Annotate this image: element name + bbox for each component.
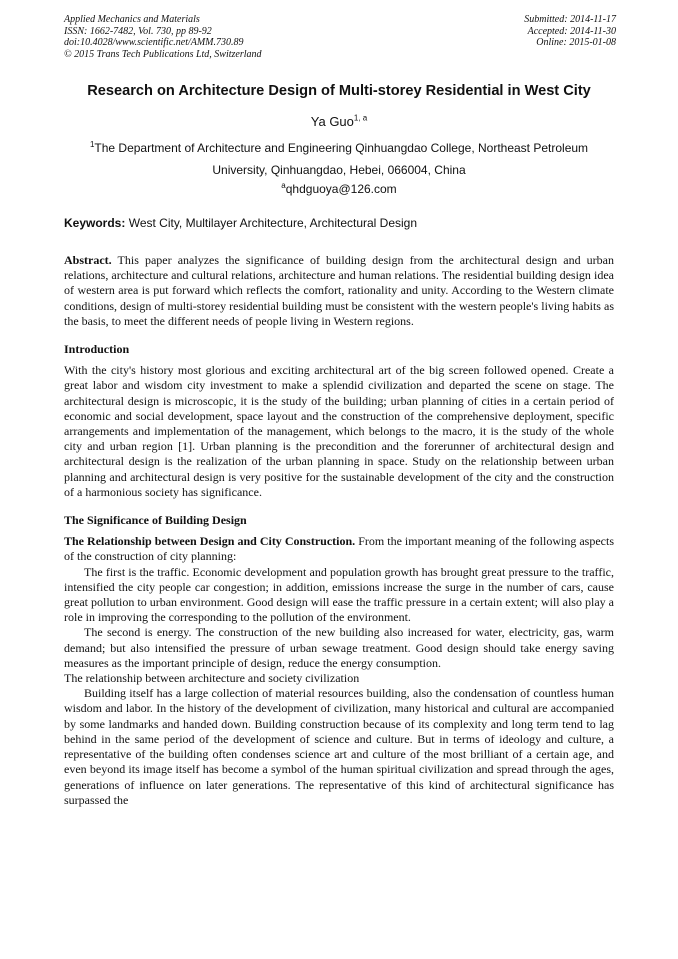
submission-dates	[524, 14, 616, 49]
body-content	[64, 253, 614, 808]
keywords	[64, 216, 614, 230]
email-line	[0, 182, 678, 196]
accepted-date: Accepted: 2014-11-30	[527, 25, 616, 37]
significance-heading: The Significance of Building Design	[64, 513, 247, 528]
affiliation-line-2: University, Qinhuangdao, Hebei, 066004, China	[212, 163, 466, 177]
paper-title: Research on Architecture Design of Multi-storey Residential in West City	[87, 83, 591, 99]
author-sup: 1, a	[353, 113, 368, 123]
journal-doi[interactable]: doi:10.4028/www.scientific.net/AMM.730.89	[64, 37, 244, 48]
affiliation	[60, 137, 618, 181]
online-date: Online: 2015-01-08	[536, 37, 616, 48]
journal-info	[64, 14, 262, 60]
journal-copyright: © 2015 Trans Tech Publications Ltd, Switzerland	[64, 48, 262, 60]
subsection-paragraph	[64, 534, 614, 564]
introduction-text: With the city's history most glorious and exciting architectural art of the big screen followed opened. Create a great labor and wisdom city investment to make a splendid civilization and departed the scene on stage. The architectural design is microscopic, it is the study of the building; urban planning of cities in a certain period of economic and social development, space layout and the construction of the comprehensive deployment, specific arrangements and implementation of the management, which belongs to the macro, it is the study of the whole city and urban region [1]. Urban planning is the precondition and the forerunner of architectural design and architectural design is the realization of the urban planning in space. Study on the relationship between urban planning and architectural design is very positive for the sustainable development of the city and the construction of a harmonious society has significance.	[64, 363, 614, 499]
journal-name: Applied Mechanics and Materials	[64, 14, 200, 25]
subsection-heading: The Relationship between Design and City Construction.	[64, 534, 356, 549]
email-sup: a	[281, 181, 286, 190]
author-name: Ya Guo	[310, 114, 354, 129]
submitted-date: Submitted: 2014-11-17	[524, 14, 616, 25]
abstract	[64, 253, 614, 329]
introduction-heading: Introduction	[64, 342, 130, 357]
journal-issn: ISSN: 1662-7482, Vol. 730, pp 89-92	[64, 25, 212, 37]
keywords-text: West City, Multilayer Architecture, Architectural Design	[128, 216, 418, 230]
abstract-text: This paper analyzes the significance of building design from the architectural design and urban relations, architecture and cultural relations, architecture and human relations. The residential building design idea of western area is put forward which reflects the comfort, rationality and unity. According to the Western climate conditions, design of multi-storey residential building must be consistent with the western people's living habits as the basis, to meet the different needs of people living in Western regions.	[64, 253, 614, 328]
affiliation-sup: 1	[89, 140, 95, 149]
affiliation-line-1: $^1$The Department of Architecture and Engineering Qinhuangdao College, Northeast Petroleum	[89, 140, 589, 155]
energy-paragraph: The second is energy. The construction of the new building also increased for water, electricity, gas, warm demand; but also intensified the pressure of urban sewage treatment. Good design should take energy saving measures as the important principle of design, reduce the energy consumption.	[64, 625, 614, 670]
keywords-label: Keywords:	[64, 216, 126, 230]
subsection-text: From the important meaning of the following aspects of the construction of city planning:	[64, 534, 614, 564]
abstract-label: Abstract.	[64, 253, 112, 267]
email-address[interactable]: qhdguoya@126.com	[285, 182, 397, 196]
author-line	[0, 114, 678, 129]
civilization-paragraph: Building itself has a large collection of material resources building, also the condensation of countless human wisdom and labor. In the history of the development of civilization, many historical and cultural are accompanied by some landmarks and handed down. Building construction because of its complexity and long term tend to lag behind in the same period of the development of science and culture. But in terms of ideology and culture, a representative of the building often condenses science art and culture of the most brilliant of a certain age, and even beyond its image itself has become a symbol of the human spiritual civilization and spread through the ages, generations of influence on later generations. The representative of this kind of architectural significance has surpassed the	[64, 686, 614, 807]
traffic-paragraph: The first is the traffic. Economic development and population growth has brought great pressure to the traffic, intensified the city people car congestion; in addition, emissions increase the surge in the number of cars, cause great pollution to urban environment. Good design will ease the traffic pressure in a certain extent; will also play a role in improving the corresponding to the pollution of the environment.	[64, 564, 614, 625]
civilization-heading-line: The relationship between architecture and society civilization	[64, 671, 360, 686]
